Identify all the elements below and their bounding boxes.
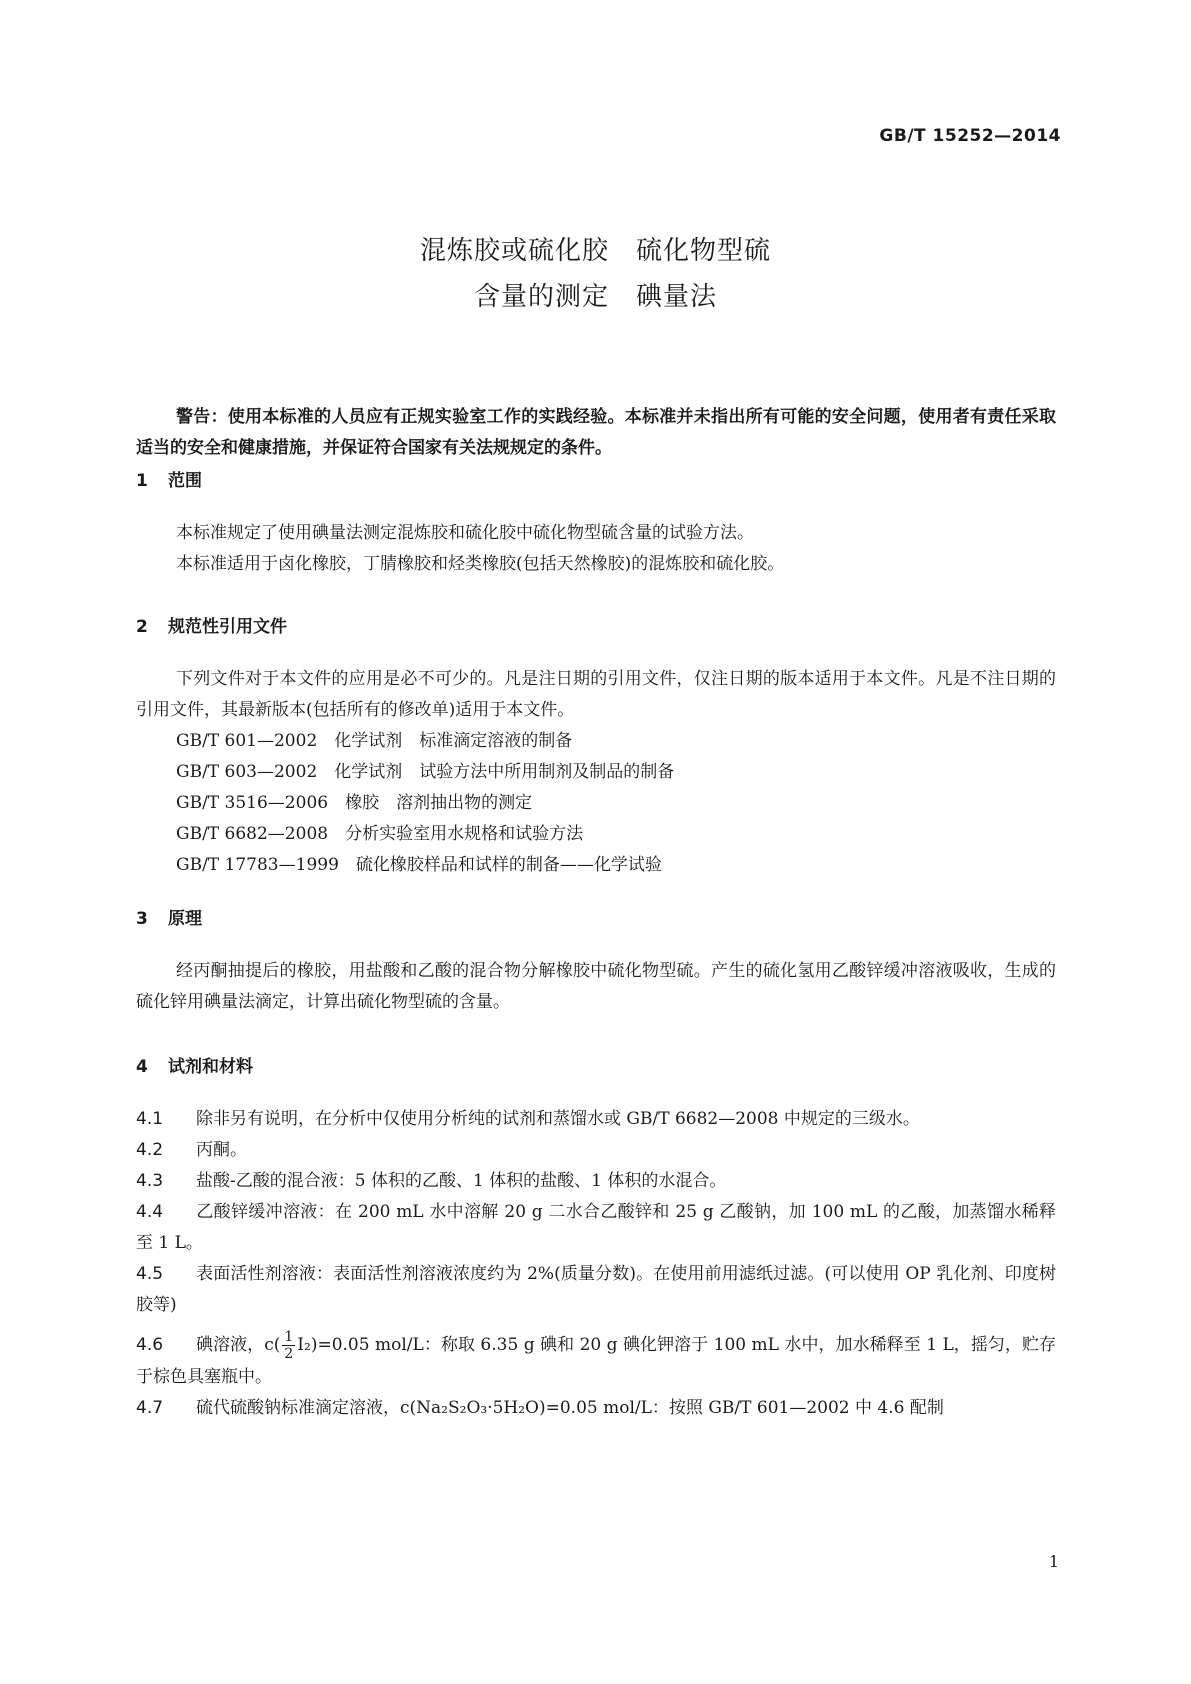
item-number: 4.5 (136, 1264, 164, 1284)
document-title (0, 228, 1191, 320)
title-line-2: 含量的测定 碘量法 (473, 282, 717, 312)
section-number: 3 (136, 909, 148, 929)
section-body-1 (136, 518, 1056, 580)
item-number: 4.1 (136, 1109, 164, 1129)
warning-paragraph: 警告：使用本标准的人员应有正规实验室工作的实践经验。本标准并未指出所有可能的安全问题，使用者有责任采取适当的安全和健康措施，并保证符合国家有关法规规定的条件。 (136, 407, 1056, 458)
fraction (282, 1329, 295, 1362)
reagent-item (136, 1393, 1056, 1424)
item-text: 盐酸-乙酸的混合液：5 体积的乙酸、1 体积的盐酸、1 体积的水混合。 (196, 1171, 727, 1191)
section-body-2 (136, 664, 1056, 881)
reference-item: GB/T 3516—2006 橡胶 溶剂抽出物的测定 (176, 793, 533, 813)
reagent-item (136, 1135, 1056, 1166)
section-heading-1 (136, 466, 202, 491)
reference-item: GB/T 17783—1999 硫化橡胶样品和试样的制备——化学试验 (176, 855, 662, 875)
paragraph: 本标准适用于卤化橡胶，丁腈橡胶和烃类橡胶(包括天然橡胶)的混炼胶和硫化胶。 (176, 554, 785, 574)
item-number: 4.2 (136, 1140, 164, 1160)
section-number: 1 (136, 471, 148, 491)
standard-code: GB/T 15252—2014 (879, 126, 1061, 146)
item-text: 乙酸锌缓冲溶液：在 200 mL 水中溶解 20 g 二水合乙酸锌和 25 g 乙酸钠，加 100 mL 的乙酸，加蒸馏水稀释至 1 L。 (136, 1202, 1056, 1253)
item-text: 丙酮。 (196, 1140, 247, 1160)
fraction-numerator: 1 (284, 1329, 294, 1345)
section-title: 原理 (168, 909, 202, 929)
paragraph: 经丙酮抽提后的橡胶，用盐酸和乙酸的混合物分解橡胶中硫化物型硫。产生的硫化氢用乙酸锌缓冲溶液吸收，生成的硫化锌用碘量法滴定，计算出硫化物型硫的含量。 (136, 961, 1056, 1012)
section-heading-2 (136, 612, 287, 637)
fraction-denominator: 2 (284, 1346, 294, 1362)
section-heading-4 (136, 1052, 253, 1077)
item-text: 硫代硫酸钠标准滴定溶液，c(Na₂S₂O₃·5H₂O)=0.05 mol/L：按照 GB/T 601—2002 中 4.6 配制 (196, 1398, 944, 1418)
section-title: 范围 (168, 471, 202, 491)
section-body-3 (136, 956, 1056, 1018)
item-text-pre: 碘溶液，c( (196, 1335, 281, 1355)
title-line-1: 混炼胶或硫化胶 硫化物型硫 (419, 236, 771, 266)
reagent-item (136, 1197, 1056, 1259)
reagent-item (136, 1329, 1056, 1393)
reagent-item (136, 1259, 1056, 1321)
paragraph: 本标准规定了使用碘量法测定混炼胶和硫化胶中硫化物型硫含量的试验方法。 (176, 523, 754, 543)
reagent-list (136, 1104, 1056, 1424)
item-number: 4.7 (136, 1398, 164, 1418)
item-text-post: I₂)=0.05 mol/L：称取 6.35 g 碘和 20 g 碘化钾溶于 100 mL 水中，加水稀释至 1 L，摇匀，贮存于棕色具塞瓶中。 (136, 1335, 1057, 1387)
item-text: 表面活性剂溶液：表面活性剂溶液浓度约为 2%(质量分数)。在使用前用滤纸过滤。(可以使用 OP 乳化剂、印度树胶等) (136, 1264, 1056, 1315)
reagent-item (136, 1166, 1056, 1197)
section-title: 规范性引用文件 (168, 617, 287, 637)
item-text: 除非另有说明，在分析中仅使用分析纯的试剂和蒸馏水或 GB/T 6682—2008 中规定的三级水。 (196, 1109, 920, 1129)
item-number: 4.3 (136, 1171, 164, 1191)
reference-item: GB/T 603—2002 化学试剂 试验方法中所用制剂及制品的制备 (176, 762, 675, 782)
item-number: 4.4 (136, 1202, 164, 1222)
item-number: 4.6 (136, 1335, 164, 1355)
page-number: 1 (1048, 1552, 1059, 1571)
section-number: 4 (136, 1057, 148, 1077)
paragraph: 下列文件对于本文件的应用是必不可少的。凡是注日期的引用文件，仅注日期的版本适用于本文件。凡是不注日期的引用文件，其最新版本(包括所有的修改单)适用于本文件。 (136, 669, 1056, 720)
section-title: 试剂和材料 (168, 1057, 253, 1077)
reagent-item (136, 1104, 1056, 1135)
reference-item: GB/T 601—2002 化学试剂 标准滴定溶液的制备 (176, 731, 573, 751)
section-number: 2 (136, 617, 148, 637)
section-heading-3 (136, 904, 202, 929)
reference-item: GB/T 6682—2008 分析实验室用水规格和试验方法 (176, 824, 584, 844)
